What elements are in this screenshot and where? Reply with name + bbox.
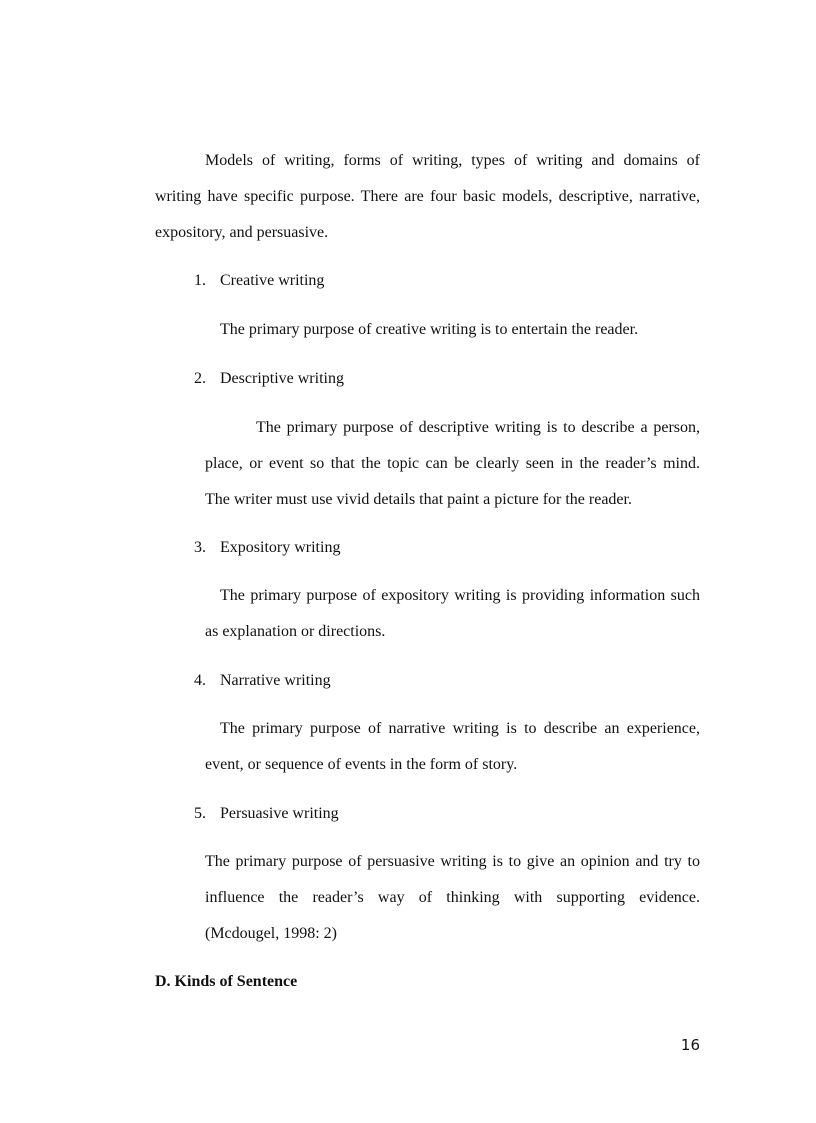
list-item-3-body-line-2: as explanation or directions.: [205, 623, 386, 640]
list-item-5-body-line-1: The primary purpose of persuasive writing is to give an opinion and try to: [205, 853, 700, 870]
list-item-1-heading: [194, 271, 324, 291]
list-item-5-heading: [194, 804, 339, 824]
list-item-2-body-line-3: The writer must use vivid details that paint a picture for the reader.: [205, 491, 632, 508]
list-item-number: 2.: [194, 370, 206, 387]
list-item-1-body-line-1: The primary purpose of creative writing is to entertain the reader.: [220, 321, 639, 338]
list-item-3-heading: [194, 538, 340, 558]
list-item-4-heading: [194, 671, 331, 691]
list-item-title: Descriptive writing: [220, 370, 344, 387]
section-heading: D. Kinds of Sentence: [155, 973, 298, 990]
list-item-title: Expository writing: [220, 539, 341, 556]
list-item-title: Creative writing: [220, 272, 325, 289]
list-item-5-body-line-2: influence the reader’s way of thinking with supporting evidence.: [205, 889, 700, 906]
list-item-number: 5.: [194, 805, 206, 822]
list-item-4-body-line-2: event, or sequence of events in the form of story.: [205, 756, 518, 773]
list-item-number: 1.: [194, 272, 206, 289]
list-item-number: 3.: [194, 539, 206, 556]
intro-line-2: writing have specific purpose. There are four basic models, descriptive, narrative,: [155, 188, 700, 205]
list-item-title: Narrative writing: [220, 672, 331, 689]
intro-line-3: expository, and persuasive.: [155, 224, 329, 241]
list-item-title: Persuasive writing: [220, 805, 339, 822]
page-number: 16: [680, 1036, 700, 1054]
list-item-number: 4.: [194, 672, 206, 689]
intro-line-1: Models of writing, forms of writing, types of writing and domains of: [205, 152, 700, 169]
list-item-4-body-line-1: The primary purpose of narrative writing is to describe an experience,: [220, 720, 700, 737]
list-item-3-body-line-1: The primary purpose of expository writing is providing information such: [220, 587, 700, 604]
list-item-2-body-line-1: The primary purpose of descriptive writing is to describe a person,: [256, 419, 700, 436]
list-item-2-body-line-2: place, or event so that the topic can be clearly seen in the reader’s mind.: [205, 455, 700, 472]
list-item-5-body-line-3: (Mcdougel, 1998: 2): [205, 925, 337, 942]
list-item-2-heading: [194, 369, 344, 389]
